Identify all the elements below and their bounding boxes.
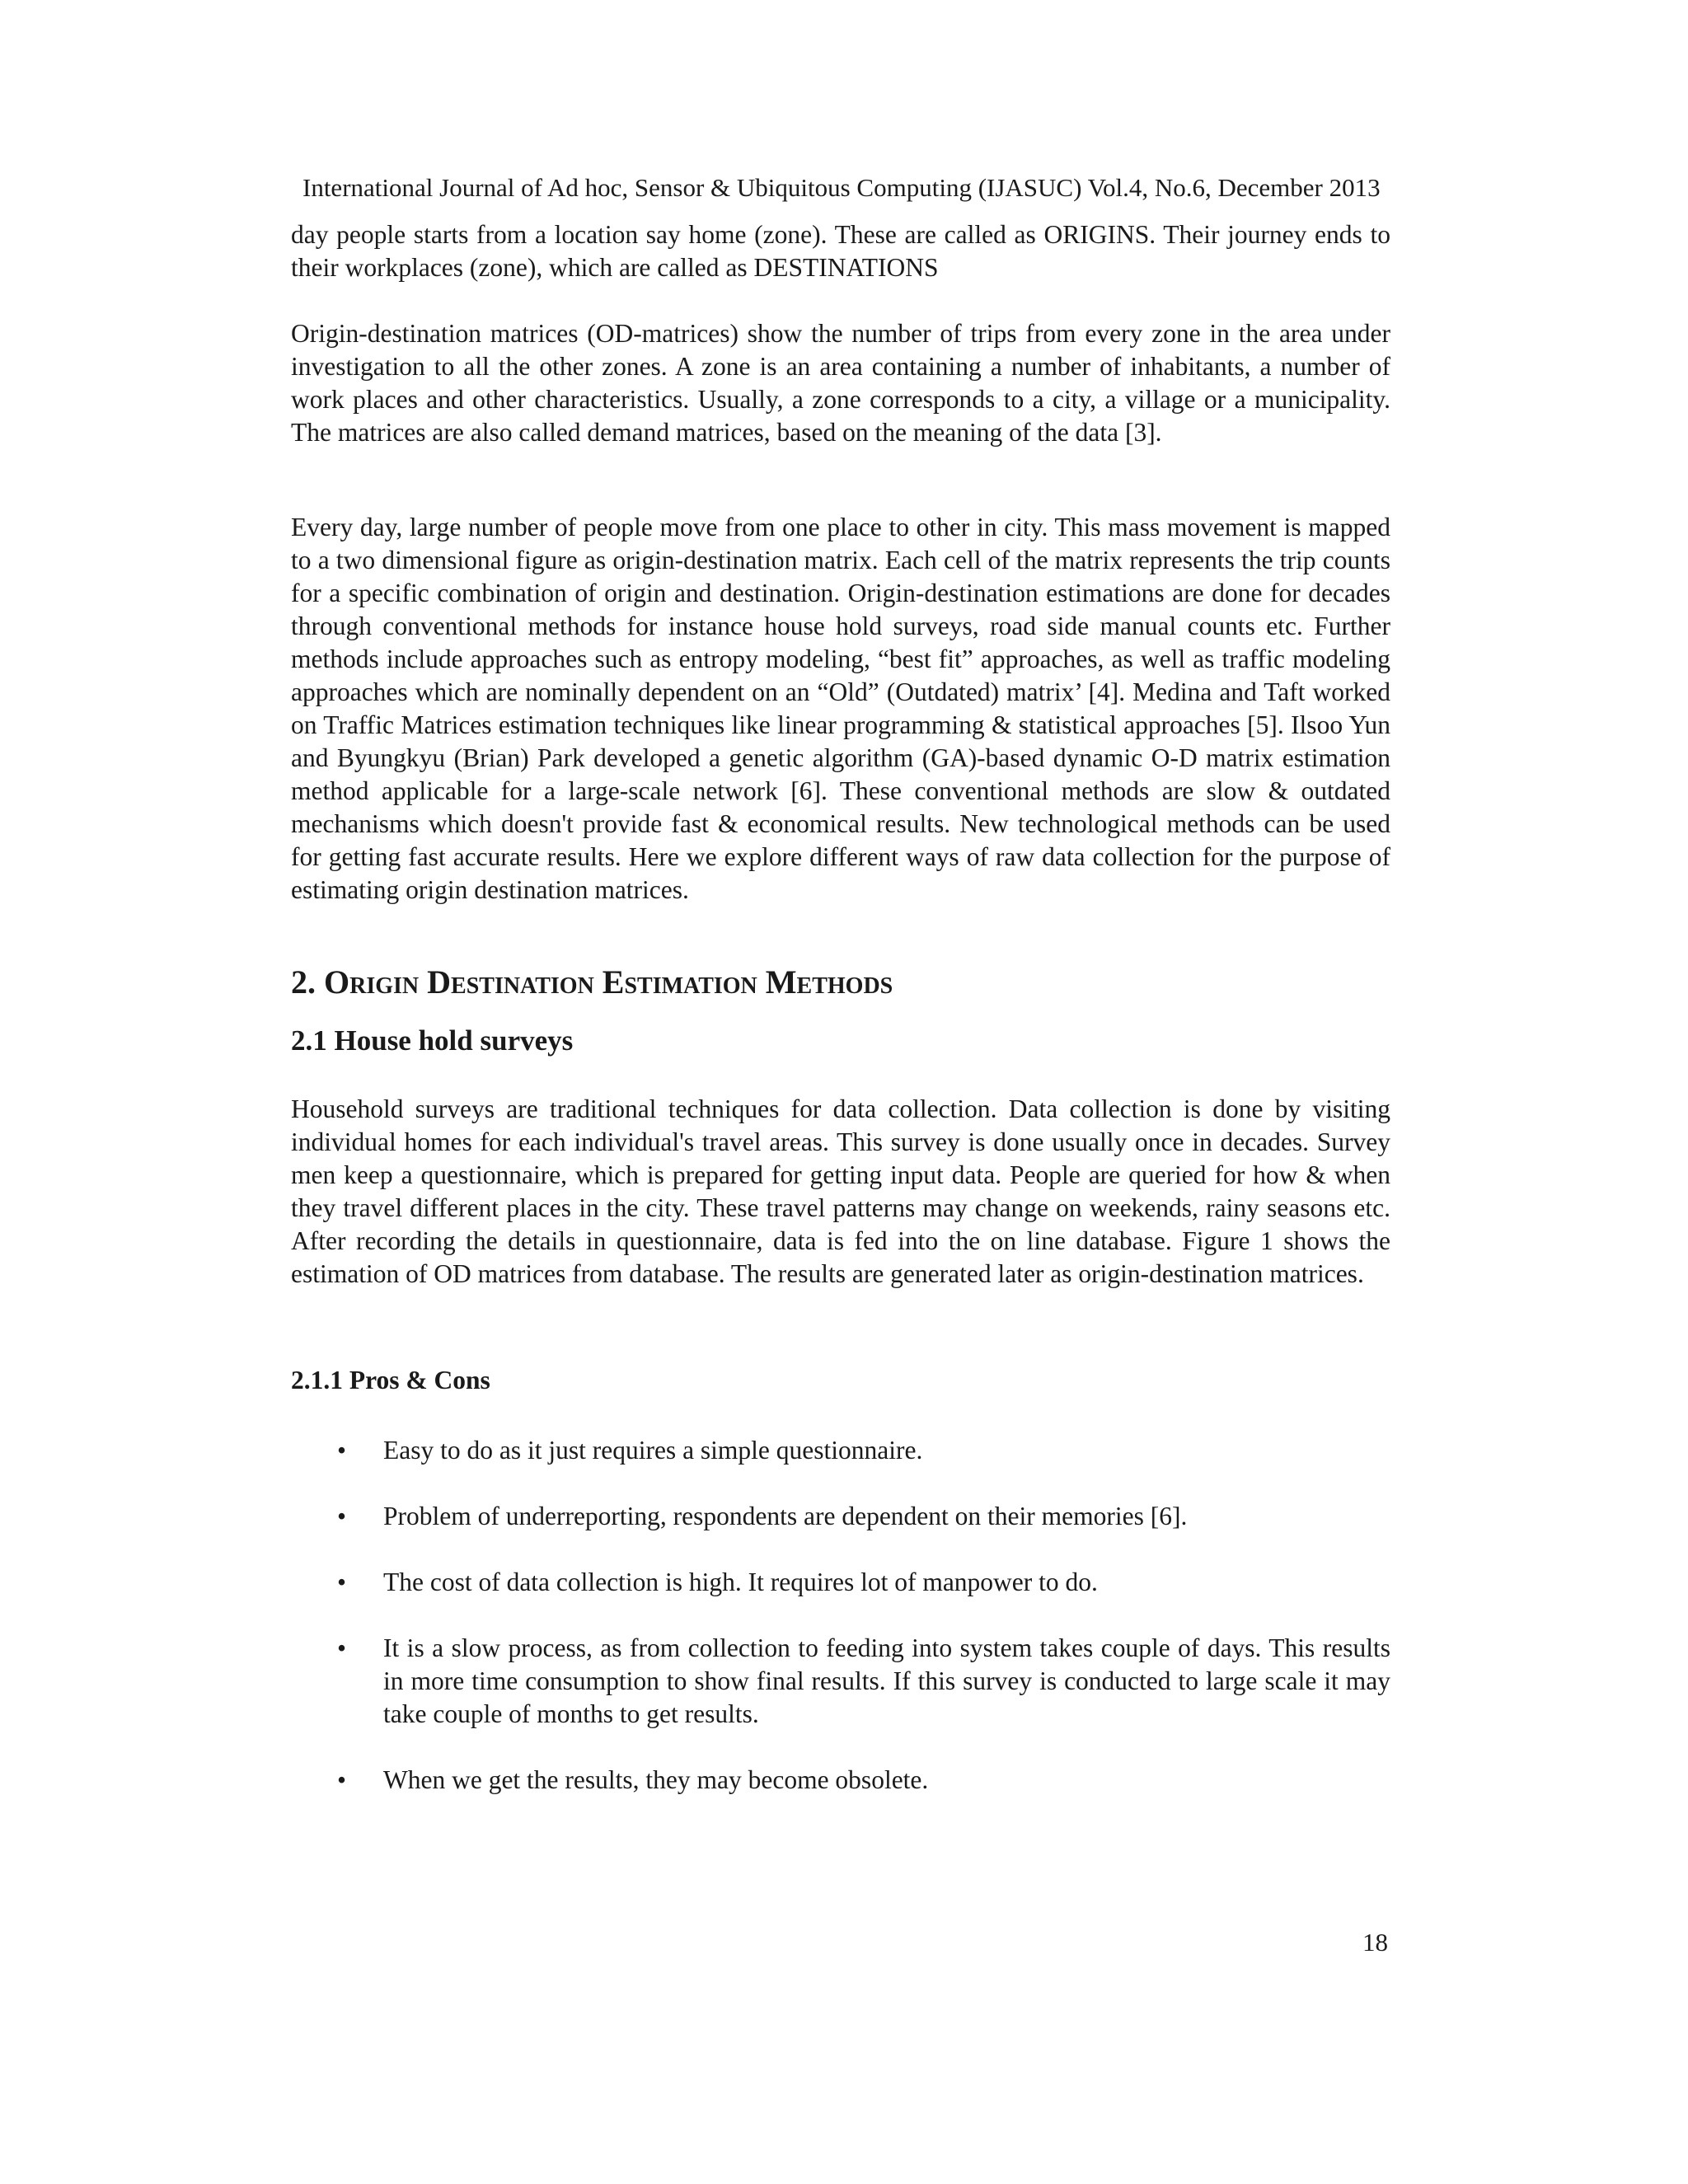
- section-title-word: Origin: [324, 963, 428, 1001]
- section-heading: [291, 963, 893, 1002]
- page-number: 18: [1362, 1928, 1388, 1957]
- bullet-icon: •: [337, 1502, 347, 1530]
- subsubsection-heading: 2.1.1 Pros & Cons: [291, 1366, 490, 1394]
- bullet-icon: •: [337, 1436, 347, 1465]
- section-number: 2.: [291, 963, 324, 1001]
- paragraph-intro-continuation: day people starts from a location say home (zone). These are called as ORIGINS. Their journey ends to their workplaces (zone), which are called as DESTINATIONS: [291, 220, 1390, 282]
- list-item-text: The cost of data collection is high. It requires lot of manpower to do.: [383, 1568, 1098, 1596]
- subsection-heading: 2.1 House hold surveys: [291, 1024, 574, 1057]
- pros-cons-list: [291, 1434, 1390, 1830]
- list-item-text: When we get the results, they may become obsolete.: [383, 1765, 929, 1794]
- bullet-icon: •: [337, 1568, 347, 1596]
- section-title-word: Destination: [427, 963, 603, 1001]
- list-item-text: It is a slow process, as from collection to feeding into system takes couple of days. This results in more time consumption to show final results. If this survey is conducted to large scale it may take couple of months to get results.: [383, 1633, 1390, 1728]
- bullet-icon: •: [337, 1633, 347, 1662]
- list-item: [291, 1434, 1390, 1467]
- list-item: [291, 1632, 1390, 1731]
- list-item: [291, 1764, 1390, 1797]
- paragraph-od-matrices: Origin-destination matrices (OD-matrices) show the number of trips from every zone in the area under investigation to all the other zones. A zone is an area containing a number of inhabitants, a number of work places and other characteristics. Usually, a zone corresponds to a city, a village or a municipality. The matrices are also called demand matrices, based on the meaning of the data [3].: [291, 319, 1390, 447]
- paragraph-mass-movement: Every day, large number of people move from one place to other in city. This mass movement is mapped to a two dimensional figure as origin-destination matrix. Each cell of the matrix represents the trip counts for a specific combination of origin and destination. Origin-destination estimations are done for decades through conventional methods for instance house hold surveys, road side manual counts etc. Further methods include approaches such as entropy modeling, “best fit” approaches, as well as traffic modeling approaches which are nominally dependent on an “Old” (Outdated) matrix’ [4]. Medina and Taft worked on Traffic Matrices estimation techniques like linear programming & statistical approaches [5]. Ilsoo Yun and Byungkyu (Brian) Park developed a genetic algorithm (GA)-based dynamic O-D matrix estimation method applicable for a large-scale network [6]. These conventional methods are slow & outdated mechanisms which doesn't provide fast & economical results. New technological methods can be used for getting fast accurate results. Here we explore different ways of raw data collection for the purpose of estimating origin destination matrices.: [291, 513, 1390, 904]
- paragraph-household-surveys: Household surveys are traditional techniques for data collection. Data collection is done by visiting individual homes for each individual's travel areas. This survey is done usually once in decades. Survey men keep a questionnaire, which is prepared for getting input data. People are queried for how & when they travel different places in the city. These travel patterns may change on weekends, rainy seasons etc. After recording the details in questionnaire, data is fed into the on line database. Figure 1 shows the estimation of OD matrices from database. The results are generated later as origin-destination matrices.: [291, 1094, 1390, 1288]
- running-header: International Journal of Ad hoc, Sensor & Ubiquitous Computing (IJASUC) Vol.4, No.6, December 2013: [302, 173, 1381, 202]
- bullet-icon: •: [337, 1765, 347, 1794]
- list-item: [291, 1566, 1390, 1599]
- list-item: [291, 1500, 1390, 1533]
- section-title-word: Methods: [765, 963, 893, 1001]
- section-title-word: Estimation: [602, 963, 766, 1001]
- list-item-text: Problem of underreporting, respondents are dependent on their memories [6].: [383, 1502, 1188, 1530]
- list-item-text: Easy to do as it just requires a simple questionnaire.: [383, 1436, 923, 1465]
